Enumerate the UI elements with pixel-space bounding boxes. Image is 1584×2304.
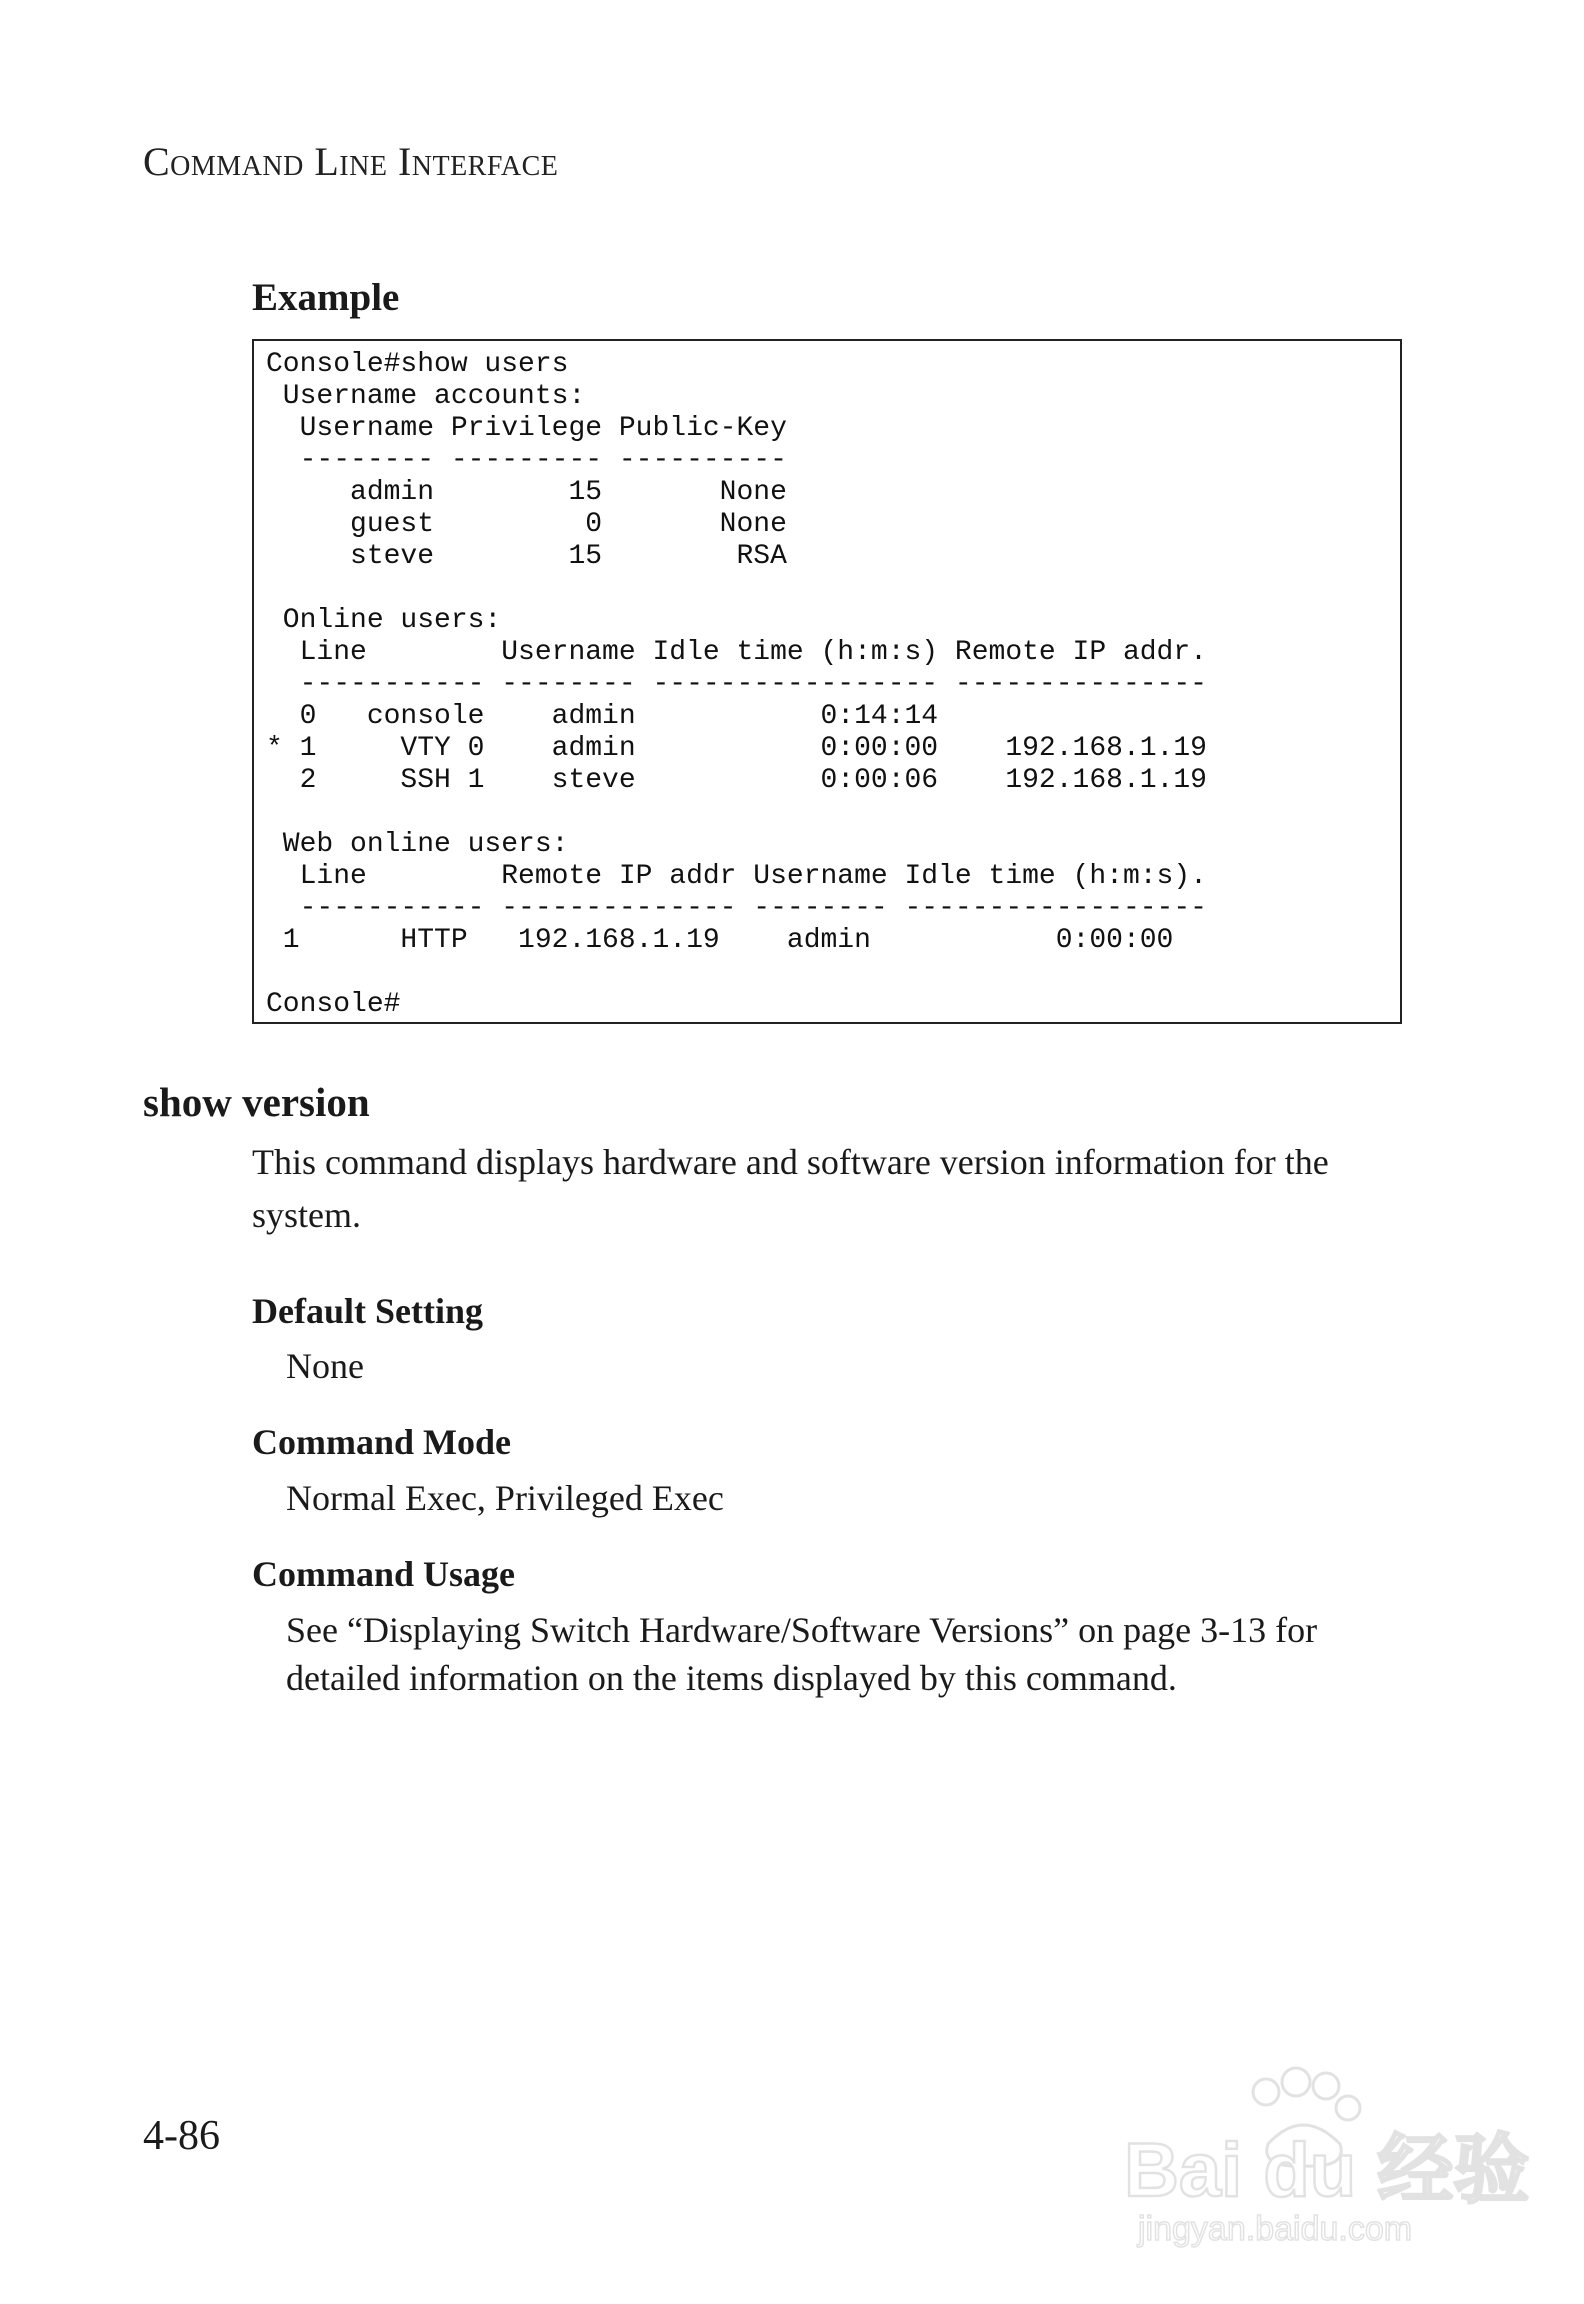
cli-example-box — [252, 339, 1402, 1024]
running-header: Command Line Interface — [143, 139, 559, 184]
cli-line: -------- --------- ---------- — [266, 445, 787, 476]
cli-output — [266, 349, 1400, 1021]
command-title: show version — [143, 1079, 370, 1125]
cli-line: Web online users: — [266, 829, 569, 860]
page-number: 4-86 — [143, 2113, 220, 2159]
cli-line: Line Remote IP addr Username Idle time (h:m:s). — [266, 861, 1207, 892]
cli-line: Username Privilege Public-Key — [266, 413, 787, 444]
cli-line: Online users: — [266, 605, 502, 636]
command-mode-value: Normal Exec, Privileged Exec — [286, 1478, 724, 1518]
watermark-url: jingyan.baidu.com — [1138, 2210, 1413, 2248]
cli-line: guest 0 None — [266, 509, 787, 540]
default-setting-heading: Default Setting — [252, 1291, 483, 1331]
cli-line: ----------- -------------- -------- ------------------ — [266, 893, 1207, 924]
cli-line: 0 console admin 0:14:14 — [266, 701, 939, 732]
watermark-brand: Bai du 经验 — [1124, 2128, 1530, 2213]
example-heading: Example — [252, 276, 400, 319]
cli-line: admin 15 None — [266, 477, 787, 508]
cli-line: Line Username Idle time (h:m:s) Remote IP addr. — [266, 637, 1207, 668]
default-setting-value: None — [286, 1346, 364, 1386]
cli-line: Username accounts: — [266, 381, 586, 412]
cli-line: ----------- -------- ----------------- --------------- — [266, 669, 1207, 700]
command-usage-text: See “Displaying Switch Hardware/Software Versions” on page 3-13 for detailed information on the items displayed by this command. — [286, 1610, 1318, 1698]
cli-line: Console#show users — [266, 349, 569, 380]
cli-line: Console# — [266, 989, 401, 1020]
cli-line: * 1 VTY 0 admin 0:00:00 192.168.1.19 — [266, 733, 1207, 764]
command-mode-heading: Command Mode — [252, 1422, 511, 1462]
cli-line: 1 HTTP 192.168.1.19 admin 0:00:00 — [266, 925, 1174, 956]
cli-line: steve 15 RSA — [266, 541, 787, 572]
command-usage-heading: Command Usage — [252, 1554, 516, 1594]
command-description: This command displays hardware and software version information for the system. — [252, 1142, 1329, 1235]
baidu-jingyan-watermark — [1118, 2068, 1530, 2248]
cli-line: 2 SSH 1 steve 0:00:06 192.168.1.19 — [266, 765, 1207, 796]
